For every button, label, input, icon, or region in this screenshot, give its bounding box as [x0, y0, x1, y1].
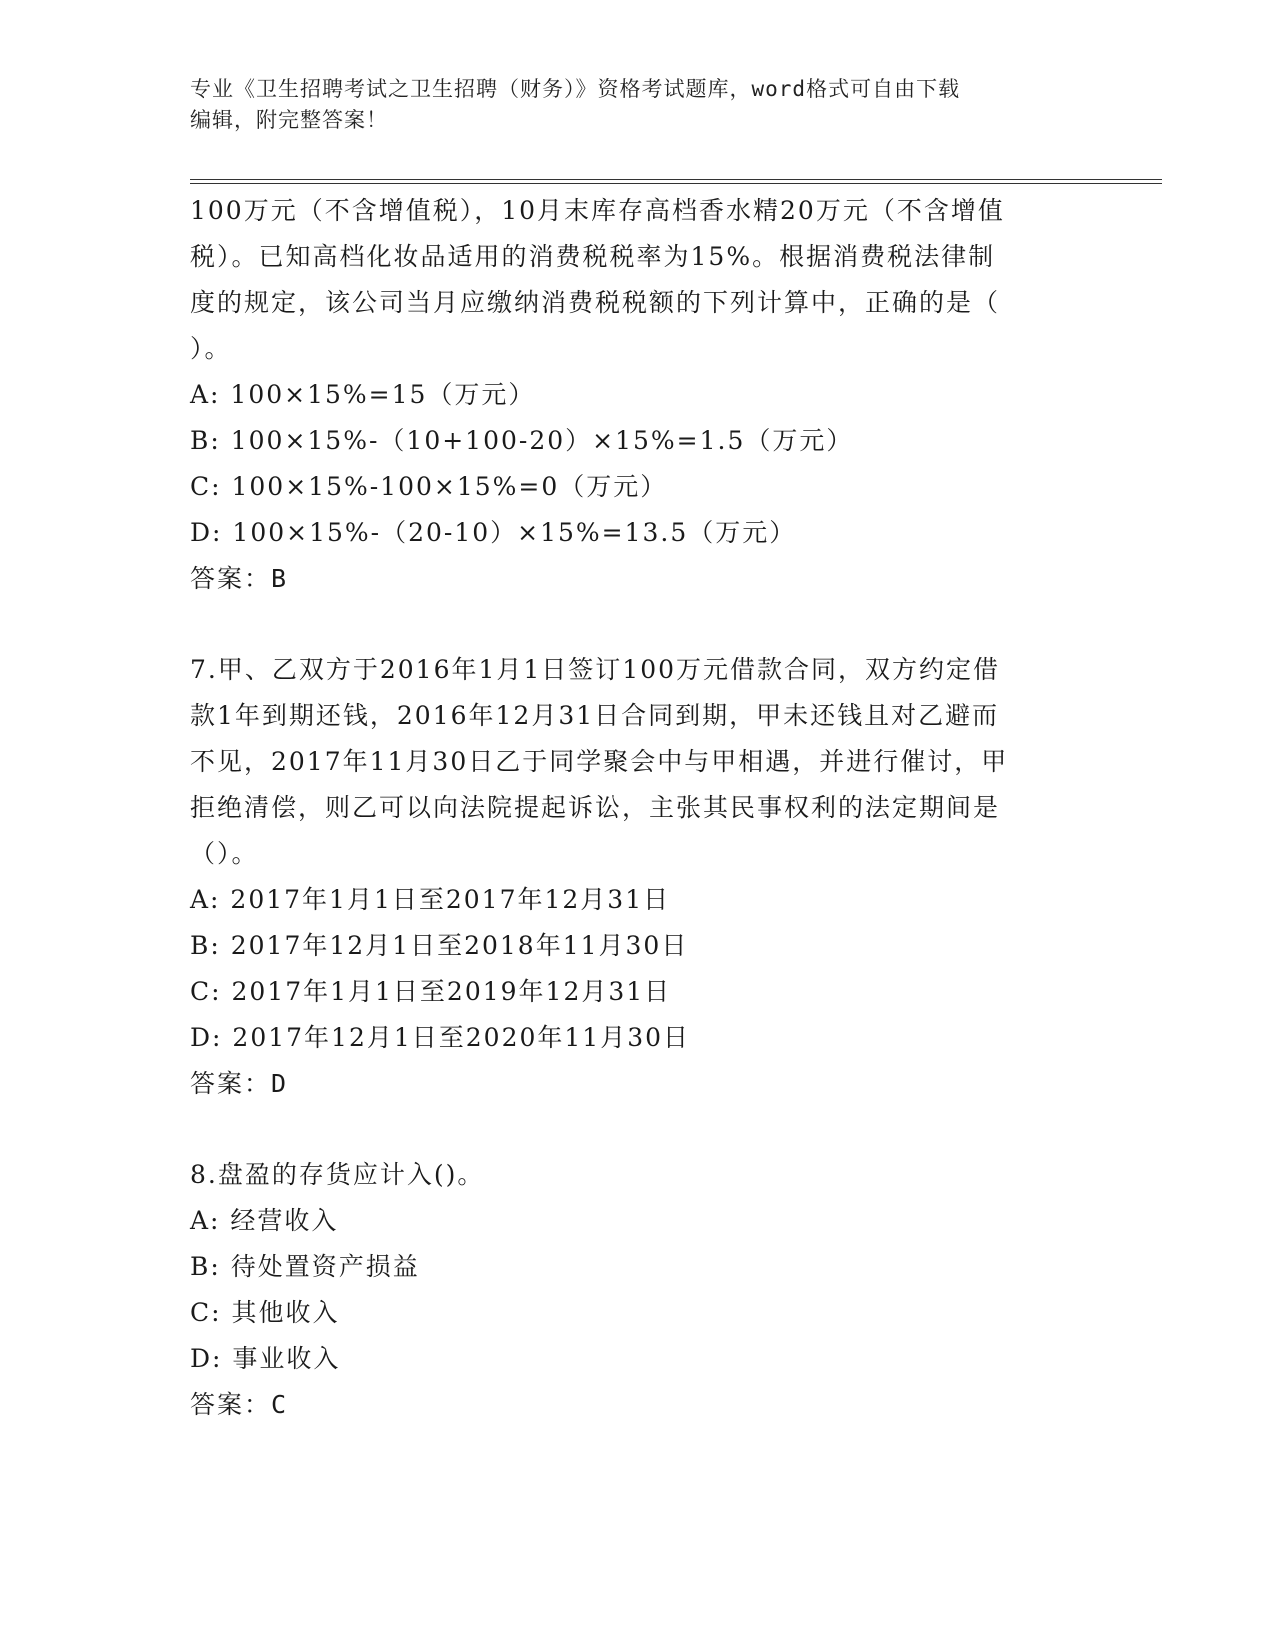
- option-d: D: 100×15%-（20-10）×15%=13.5（万元）: [190, 518, 797, 547]
- page-header: [190, 74, 1090, 136]
- question-7: [190, 647, 1090, 1107]
- answer-label: 答案：D: [190, 1069, 289, 1098]
- option-b: B: 100×15%-（10+100-20）×15%=1.5（万元）: [190, 426, 854, 455]
- answer-label: 答案：B: [190, 564, 289, 593]
- header-line-1: 专业《卫生招聘考试之卫生招聘（财务）》资格考试题库，word格式可自由下载: [190, 77, 961, 101]
- question-spacer: [190, 1107, 1090, 1152]
- option-c: C: 2017年1月1日至2019年12月31日: [190, 977, 672, 1006]
- question-list: [190, 188, 1090, 1428]
- question-text-line: （）。: [190, 839, 259, 868]
- question-6: [190, 188, 1090, 602]
- option-a: A: 2017年1月1日至2017年12月31日: [190, 885, 671, 914]
- question-text-line: 税）。已知高档化妆品适用的消费税税率为15%。根据消费税法律制: [190, 242, 996, 271]
- question-text-line: ）。: [190, 334, 232, 363]
- option-a: A: 经营收入: [190, 1206, 339, 1235]
- question-text-line: 度的规定，该公司当月应缴纳消费税税额的下列计算中，正确的是（: [190, 288, 1001, 317]
- option-c: C: 其他收入: [190, 1298, 340, 1327]
- question-text-line: 款1年到期还钱，2016年12月31日合同到期，甲未还钱且对乙避而: [190, 701, 1000, 730]
- header-line-2: 编辑，附完整答案！: [190, 108, 388, 132]
- option-b: B: 待处置资产损益: [190, 1252, 420, 1281]
- question-text-line: 拒绝清偿，则乙可以向法院提起诉讼，主张其民事权利的法定期间是: [190, 793, 1001, 822]
- question-text-line: 100万元（不含增值税），10月末库存高档香水精20万元（不含增值: [190, 196, 1005, 225]
- question-text-line: 8.盘盈的存货应计入()。: [190, 1160, 485, 1189]
- option-a: A: 100×15%=15（万元）: [190, 380, 536, 409]
- question-spacer: [190, 602, 1090, 647]
- header-divider-bottom: [190, 183, 1162, 184]
- question-text-line: 7.甲、乙双方于2016年1月1日签订100万元借款合同，双方约定借: [190, 655, 1001, 684]
- option-b: B: 2017年12月1日至2018年11月30日: [190, 931, 689, 960]
- option-c: C: 100×15%-100×15%=0（万元）: [190, 472, 668, 501]
- header-divider-top: [190, 179, 1162, 180]
- answer-label: 答案：C: [190, 1390, 289, 1419]
- option-d: D: 2017年12月1日至2020年11月30日: [190, 1023, 691, 1052]
- option-d: D: 事业收入: [190, 1344, 341, 1373]
- question-8: [190, 1152, 1090, 1428]
- question-text-line: 不见，2017年11月30日乙于同学聚会中与甲相遇，并进行催讨，甲: [190, 747, 1009, 776]
